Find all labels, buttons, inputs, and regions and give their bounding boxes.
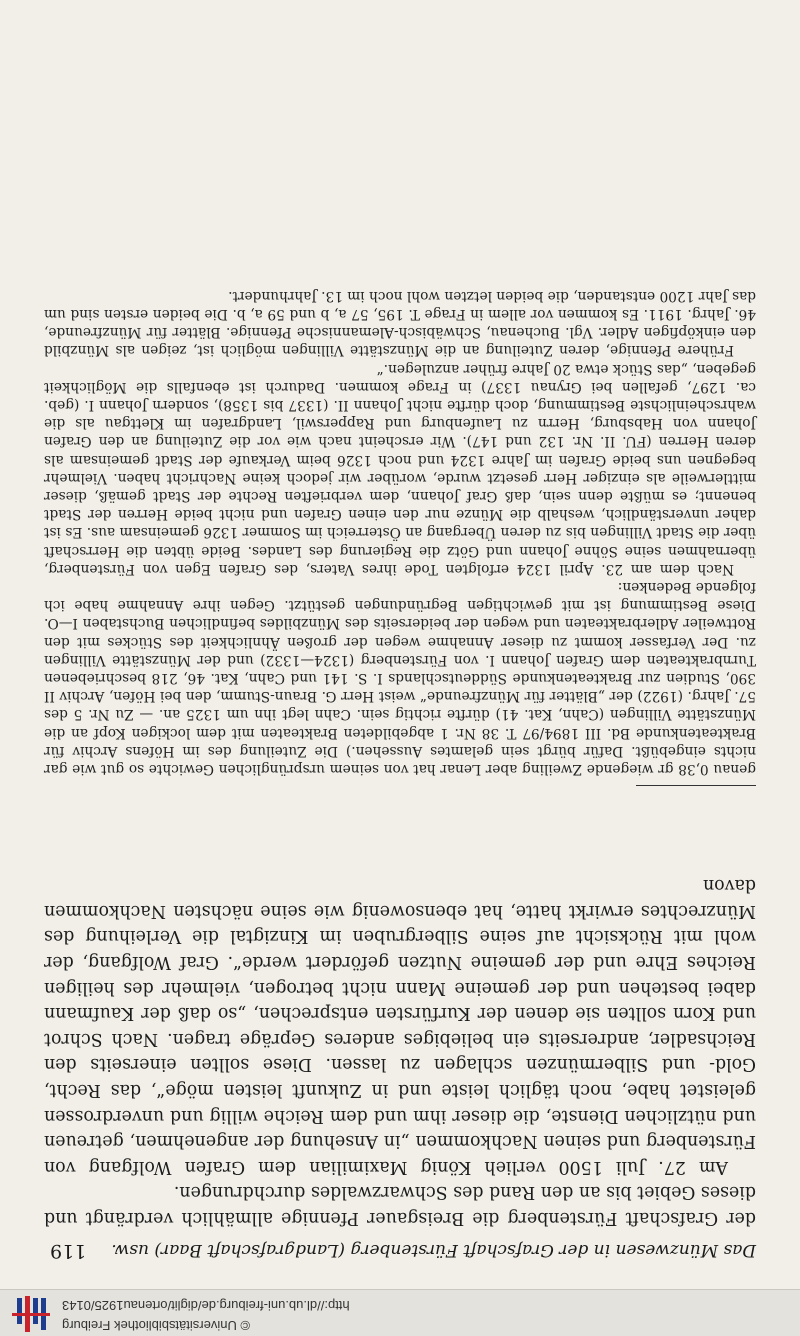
page-number: 119: [50, 1240, 87, 1262]
body-paragraph: der Grafschaft Fürstenberg die Breisgauer Pfennige allmählich verdrängt und dieses Gebiet bis an den Rand des Schwarzwaldes durchdrungen.: [44, 1182, 756, 1228]
footnote-paragraph: Frühere Pfennige, deren Zuteilung an die Münzstätte Villingen möglich ist, zeigen als Münzbild den einköpfigen Adler. Vgl. Buchenau, Schwäbisch-Alemannische Pfennige. Blätter für Münzfreunde, 46. Jahrg. 1911. Es kommen vor allem in Frage T. 195, 57 a, b und 59 a, b. Die beiden ersten sind um das Jahr 1200 entstanden, die beiden letzten wohl noch im 13. Jahrhundert.: [44, 287, 756, 359]
footnote-divider: [636, 785, 756, 786]
university-library-logo-icon: [8, 1294, 52, 1334]
footnote-paragraph: Nach dem am 23. April 1324 erfolgten Tode ihres Vaters, des Grafen Egen von Fürstenberg, übernahmen seine Söhne Johann und Götz die Regierung des Landes. Beide übten die Herrschaft über die Stadt Villingen bis zu deren Übergang an Österreich im Sommer 1326 gemeinsam aus. Es ist daher unverständlich, weshalb die Münze nur den einen Grafen und nicht beide Herren der Stadt benennt; es müßte denn sein, daß Graf Johann, dem verbrieften Rechte der Stadt gemäß, dieser mittlerweile als einziger Herr gesetzt wurde, worüber wir jedoch keine Nachricht haben. Vielmehr begegnen uns beide Grafen im Jahre 1324 und noch 1326 beim Verkaufe der Stadt gemeinsam als deren Herren (FU. II. Nr. 132 und 147). Wir erscheint nach wie vor die Zuteilung an den Grafen Johann von Habsburg, Herrn zu Laufenburg und Rapperswil, Landgrafen im Klettgau als die wahrscheinlichste Bestimmung, doch dürfte nicht Johann II. (1337 bis 1358), sondern Johann I. (geb. ca. 1297, gefallen bei Grynau 1337) in Frage kommen. Dadurch ist ebenfalls die Möglichkeit gegeben, „das Stück etwa 20 Jahre früher anzulegen.“: [44, 360, 756, 577]
footnote-block: [44, 287, 756, 778]
footnote-paragraph: genau 0,38 gr wiegende Zweiling aber Lenar hat von seinem ursprünglichen Gewichte so gut wie gar nichts eingebüßt. Dafür bürgt sein gelamtes Aussehen.) Die Zuteilung des im Höfens Archiv für Brakteatenkunde Bd. III 1894/97 T. 38 Nr. 1 abgebildeten Brakteaten mit dem lockigen Kopf an die Münzstätte Villingen (Cahn, Kat. 41) dürfte richtig sein. Cahn legt ihn um 1325 an. — Zu Nr. 5 des 57. Jahrg. (1922) der „Blätter für Münzfreunde“ weist Herr G. Braun-Stumm, den bei Höfen, Archiv II 390, Studien zur Brakteatenkunde Süddeutschlands I. S. 141 und Cahn, Kat. 46, 218 beschriebenen Turnbrakteaten dem Grafen Johann I. von Fürstenberg (1324—1332) und der Münzstätte Villingen zu. Der Verfasser kommt zu dieser Annahme wegen der großen Ähnlichkeit des Stückes mit den Rottweiler Adlerbrakteaten und wegen der beiderseits des Münzbildes befindlichen Buchstaben I—O. Diese Bestimmung ist mit gewichtigen Begründungen gestützt. Gegen ihre Annahme habe ich folgende Bedenken:: [44, 578, 756, 777]
running-title: Das Münzwesen in der Grafschaft Fürstenberg (Landgrafschaft Baar) usw.: [111, 1240, 756, 1260]
main-text: [44, 872, 756, 1230]
permalink-url[interactable]: http://dl.ub.uni-freiburg.de/diglit/ortenau1925/0143: [62, 1298, 350, 1313]
viewer-toolbar: [0, 1289, 800, 1336]
copyright-label: © Universitätsbibliothek Freiburg: [62, 1318, 251, 1333]
running-header: [44, 1238, 756, 1262]
body-paragraph: Am 27. Juli 1500 verlieh König Maximilian dem Grafen Wolfgang von Fürstenberg und seinen Nachkommen „in Ansehung der angenehmen, getreuen und nützlichen Dienste, die dieser ihm und dem Reiche willig und unverdrossen geleistet habe, noch täglich leiste und in Zukunft leisten möge“, das Recht, Gold- und Silbermünzen schlagen zu lassen. Diese sollten einerseits den Reichsadler, andrerseits ein beliebiges anderes Gepräge tragen. Nach Schrot und Korn sollten sie denen der Kurfürsten entsprechen, „so daß der Kaufmann dabei bestehen und der gemeine Mann nicht betrogen, vielmehr des heiligen Reiches Ehre und der gemeine Nutzen gefördert werde“. Graf Wolfgang, der wohl mit Rücksicht auf seine Silbergruben im Kinzigtal die Verleihung des Münzrechtes erwirkt hatte, hat ebensowenig wie seine nächsten Nachkommen davon: [44, 875, 756, 1177]
